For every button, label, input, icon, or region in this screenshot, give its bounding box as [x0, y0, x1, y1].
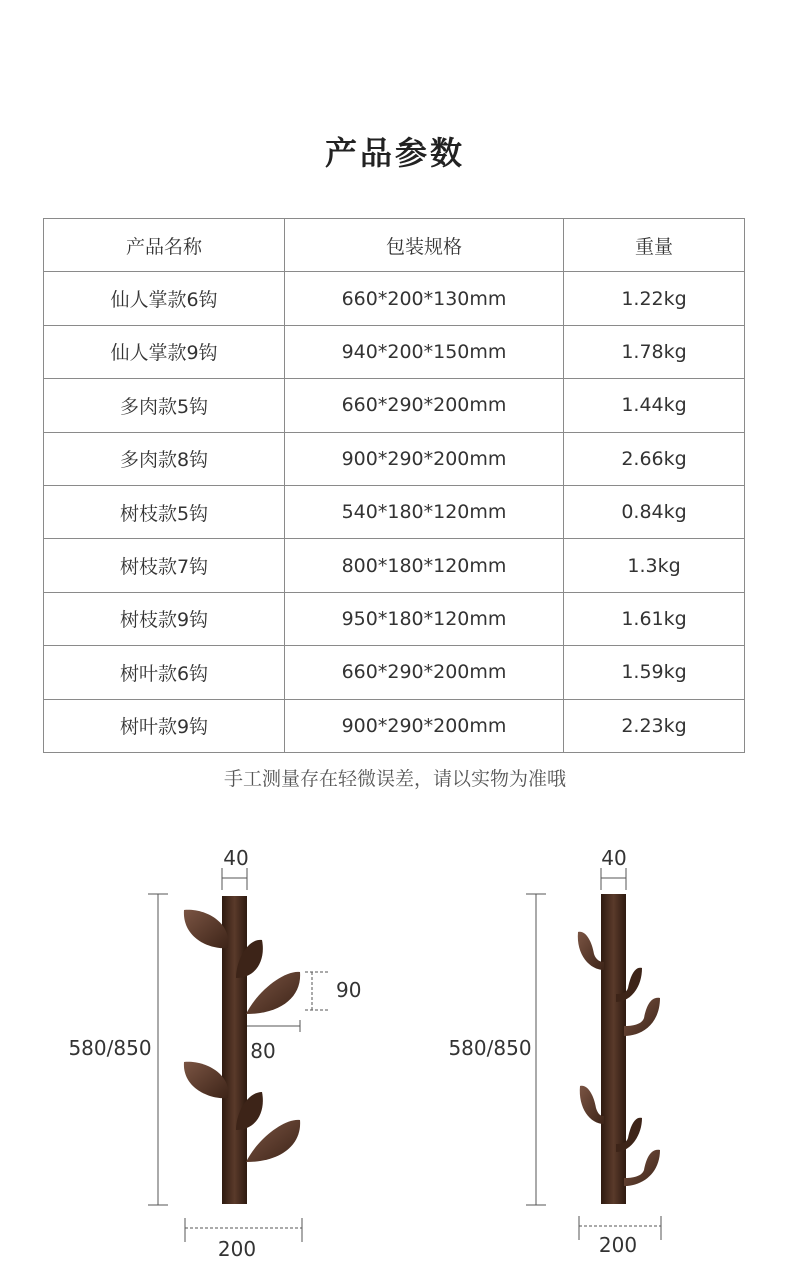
leaf-hook	[184, 1062, 228, 1098]
cell-package-size: 900*290*200mm	[285, 432, 564, 485]
table-header-row	[44, 219, 745, 272]
cell-package-size: 940*200*150mm	[285, 325, 564, 378]
top-width-dimension	[222, 868, 247, 890]
wooden-post	[601, 894, 626, 1204]
hook-height-label: 90	[336, 978, 362, 1002]
bottom-width-label: 200	[217, 1237, 257, 1261]
cell-weight: 1.59kg	[564, 646, 745, 699]
cell-product-name: 树叶款9钩	[44, 699, 285, 752]
bottom-width-label: 200	[598, 1233, 638, 1257]
top-width-label: 40	[601, 846, 627, 870]
top-width-dimension	[601, 868, 626, 890]
table-row	[44, 699, 745, 752]
header-package-size: 包装规格	[285, 219, 564, 272]
height-label: 580/850	[448, 1036, 532, 1060]
cell-weight: 1.78kg	[564, 325, 745, 378]
table-row	[44, 592, 745, 645]
spec-table	[43, 218, 745, 753]
hook-height-dimension	[305, 972, 330, 1010]
cactus-hook	[578, 932, 604, 970]
leaf-rack-diagram	[68, 846, 361, 1261]
hook-depth-label: 80	[250, 1039, 276, 1063]
table-row	[44, 485, 745, 538]
cell-product-name: 多肉款5钩	[44, 379, 285, 432]
table-row	[44, 646, 745, 699]
leaf-hook	[184, 910, 228, 948]
cell-product-name: 树枝款5钩	[44, 485, 285, 538]
cactus-hook	[624, 1150, 660, 1186]
cell-weight: 2.23kg	[564, 699, 745, 752]
cell-product-name: 仙人掌款9钩	[44, 325, 285, 378]
header-weight: 重量	[564, 219, 745, 272]
cell-package-size: 540*180*120mm	[285, 485, 564, 538]
cell-weight: 0.84kg	[564, 485, 745, 538]
page-title: 产品参数	[324, 134, 465, 172]
cell-product-name: 多肉款8钩	[44, 432, 285, 485]
cell-weight: 2.66kg	[564, 432, 745, 485]
table-row	[44, 379, 745, 432]
table-row	[44, 539, 745, 592]
cell-weight: 1.3kg	[564, 539, 745, 592]
leaf-hook	[246, 972, 300, 1014]
top-width-label: 40	[223, 846, 249, 870]
cell-product-name: 树枝款7钩	[44, 539, 285, 592]
cactus-rack-diagram	[448, 846, 661, 1257]
measurement-note: 手工测量存在轻微误差，请以实物为准哦	[223, 768, 566, 790]
cell-weight: 1.44kg	[564, 379, 745, 432]
cell-package-size: 660*290*200mm	[285, 646, 564, 699]
header-product-name: 产品名称	[44, 219, 285, 272]
cactus-hook	[624, 998, 660, 1036]
cell-product-name: 树叶款6钩	[44, 646, 285, 699]
product-dimension-diagrams	[0, 830, 790, 1270]
cell-weight: 1.61kg	[564, 592, 745, 645]
table-row	[44, 272, 745, 325]
cell-package-size: 660*200*130mm	[285, 272, 564, 325]
table-row	[44, 325, 745, 378]
cactus-hook	[580, 1086, 604, 1124]
cell-weight: 1.22kg	[564, 272, 745, 325]
hook-depth-dimension	[247, 1020, 300, 1032]
leaf-hook	[246, 1120, 300, 1162]
height-label: 580/850	[68, 1036, 152, 1060]
cell-package-size: 800*180*120mm	[285, 539, 564, 592]
cell-package-size: 660*290*200mm	[285, 379, 564, 432]
cell-package-size: 900*290*200mm	[285, 699, 564, 752]
cell-product-name: 树枝款9钩	[44, 592, 285, 645]
cell-product-name: 仙人掌款6钩	[44, 272, 285, 325]
table-row	[44, 432, 745, 485]
cell-package-size: 950*180*120mm	[285, 592, 564, 645]
